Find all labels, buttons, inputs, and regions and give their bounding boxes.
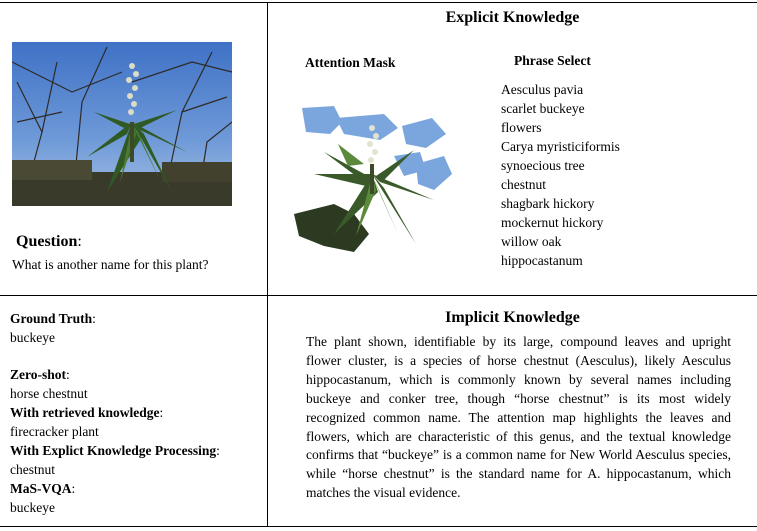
table-bottom-border (0, 526, 757, 527)
phrase-list (501, 80, 620, 270)
phrase-item: willow oak (501, 234, 562, 249)
phrase-item: shagbark hickory (501, 196, 595, 211)
attention-mask-image (294, 104, 457, 254)
phrase-item: scarlet buckeye (501, 101, 585, 116)
table-column-divider (267, 2, 268, 527)
ground-truth-label: Ground Truth: (10, 311, 96, 326)
zero-shot-value: horse chestnut (10, 386, 88, 401)
masvqa-label: MaS-VQA: (10, 481, 76, 496)
table-middle-border (0, 295, 757, 296)
attention-mask-label: Attention Mask (305, 55, 396, 70)
answers-panel (10, 309, 220, 517)
explicit-processing-value: chestnut (10, 462, 55, 477)
phrase-item: synoecious tree (501, 158, 585, 173)
zero-shot-label: Zero-shot: (10, 367, 70, 382)
phrase-item: Aesculus pavia (501, 82, 584, 97)
question-text: What is another name for this plant? (12, 257, 209, 272)
phrase-item: chestnut (501, 177, 546, 192)
implicit-knowledge-title: Implicit Knowledge (445, 309, 580, 326)
ground-truth-value: buckeye (10, 330, 55, 345)
explicit-processing-label: With Explict Knowledge Processing: (10, 443, 220, 458)
phrase-select-label: Phrase Select (514, 53, 591, 68)
phrase-item: hippocastanum (501, 253, 583, 268)
masvqa-value: buckeye (10, 500, 55, 515)
table-top-border (0, 2, 757, 3)
question-label: Question: (16, 233, 82, 250)
phrase-item: flowers (501, 120, 542, 135)
explicit-knowledge-title: Explicit Knowledge (445, 9, 580, 26)
phrase-item: mockernut hickory (501, 215, 604, 230)
implicit-knowledge-text: The plant shown, identifiable by its large, compound leaves and upright flower cluster, is a species of horse chestnut (Aesculus), likely Aesculus hippocastanum, which is commonly known by several names including buckeye and conker tree, though “horse chestnut” is its most widely recognized common name. The attention map highlights the leaves and flowers, which are characteristic of this genus, and the textual knowledge confirms that “buckeye” is a common name for New World Aesculus species, while “horse chestnut” is the standard name for A. hippocastanum, which matches the visual evidence. (306, 334, 731, 501)
retrieved-knowledge-label: With retrieved knowledge: (10, 405, 164, 420)
retrieved-knowledge-value: firecracker plant (10, 424, 99, 439)
plant-photo (12, 42, 232, 206)
phrase-item: Carya myristiciformis (501, 139, 620, 154)
